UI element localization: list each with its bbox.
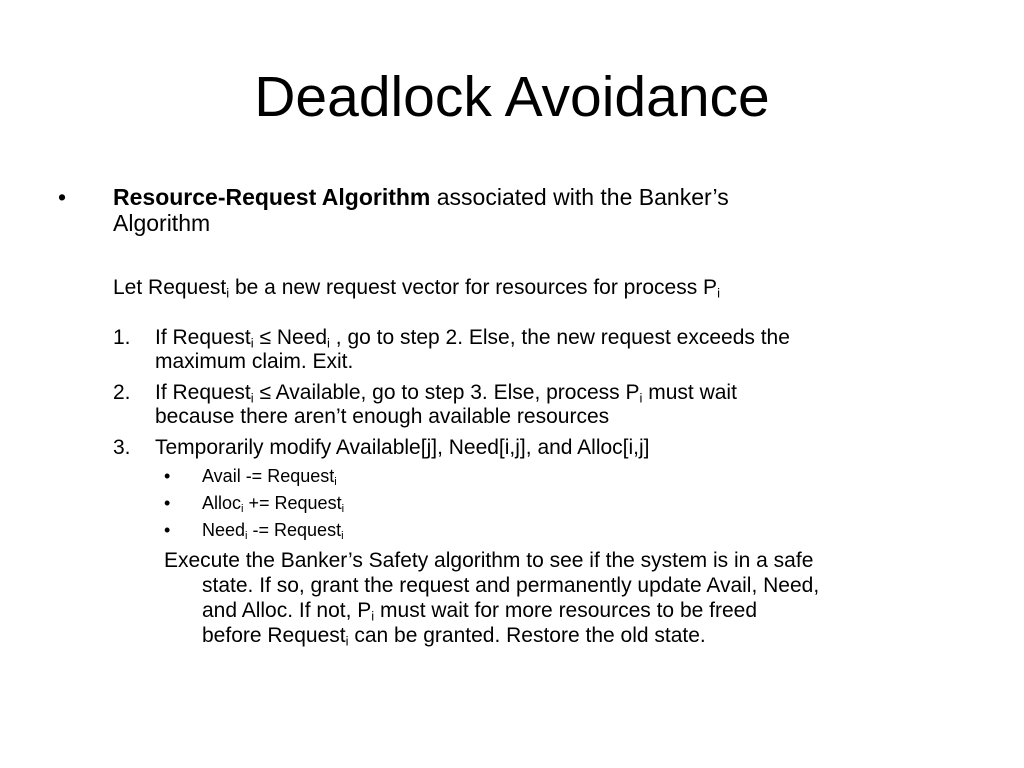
sub-bullet-2-sub-1: i — [241, 503, 244, 516]
step1-line2: maximum claim. Exit. — [155, 350, 354, 373]
execute-line3-text-b: must wait for more resources to be freed — [374, 599, 758, 622]
step2-text-b: ≤ Available, go to step 3. Else, process P — [253, 381, 640, 404]
step2-sub-2: i — [639, 390, 643, 406]
sub-bullet-3-text-a: Need — [202, 520, 246, 540]
step2-sub-1: i — [250, 390, 254, 406]
sub-bullet-icon: • — [164, 493, 171, 513]
execute-line3 — [202, 599, 758, 624]
step1-sub-2: i — [327, 335, 330, 351]
step1-line1 — [155, 326, 790, 351]
main-bullet-line2: Algorithm — [113, 210, 211, 236]
step1-text-b: ≤ Need — [253, 326, 328, 349]
intro-subscript-i: i — [226, 285, 230, 301]
step1-number: 1. — [113, 326, 131, 349]
main-bullet-rest: associated with the Banker’s — [430, 184, 729, 210]
execute-line4-text-a: before Request — [202, 624, 346, 647]
sub-bullet-3-sub-1: i — [245, 530, 248, 543]
execute-line4 — [202, 624, 706, 649]
intro-subscript-i-2: i — [717, 285, 720, 301]
step2-text-a: If Request — [155, 381, 251, 404]
sub-bullet-1-text: Avail -= Request — [202, 466, 335, 486]
step2-number: 2. — [113, 381, 131, 404]
sub-bullet-3-text-b: -= Request — [247, 520, 342, 540]
main-bullet-bold: Resource-Request Algorithm — [113, 184, 431, 210]
main-bullet-line1 — [113, 186, 729, 209]
step2-text-c: must wait — [642, 381, 737, 404]
sub-bullet-1-sub: i — [334, 476, 337, 489]
sub-bullet-3-sub-2: i — [341, 530, 344, 543]
sub-bullet-1 — [202, 466, 337, 489]
execute-line2: state. If so, grant the request and permanently update Avail, Need, — [202, 574, 820, 597]
step2-line1 — [155, 381, 737, 406]
intro-text-b: be a new request vector for resources for process P — [229, 276, 718, 299]
execute-line4-sub: i — [345, 633, 349, 649]
sub-bullet-2-sub-2: i — [341, 503, 345, 516]
sub-bullet-icon: • — [164, 520, 171, 540]
execute-line3-sub: i — [371, 608, 375, 624]
sub-bullet-2 — [202, 493, 345, 516]
sub-bullet-2-text-b: += Request — [243, 493, 342, 513]
intro-text-a: Let Request — [113, 276, 227, 299]
step1-text-c: , go to step 2. Else, the new request exceeds the — [329, 326, 790, 349]
slide-title: Deadlock Avoidance — [254, 65, 770, 129]
execute-line3-text-a: and Alloc. If not, P — [202, 599, 372, 622]
intro-line — [113, 276, 720, 301]
execute-line4-text-b: can be granted. Restore the old state. — [348, 624, 706, 647]
step3-line: Temporarily modify Available[j], Need[i,j], and Alloc[i,j] — [155, 436, 650, 459]
step3-number: 3. — [113, 436, 131, 459]
main-bullet-icon: • — [58, 184, 67, 210]
execute-line1: Execute the Banker’s Safety algorithm to see if the system is in a safe — [164, 549, 814, 572]
step1-text-a: If Request — [155, 326, 251, 349]
sub-bullet-3 — [202, 520, 344, 543]
sub-bullet-2-text-a: Alloc — [202, 493, 242, 513]
step1-sub-1: i — [250, 335, 254, 351]
sub-bullet-icon: • — [164, 466, 171, 486]
step2-line2: because there aren’t enough available resources — [155, 405, 610, 428]
